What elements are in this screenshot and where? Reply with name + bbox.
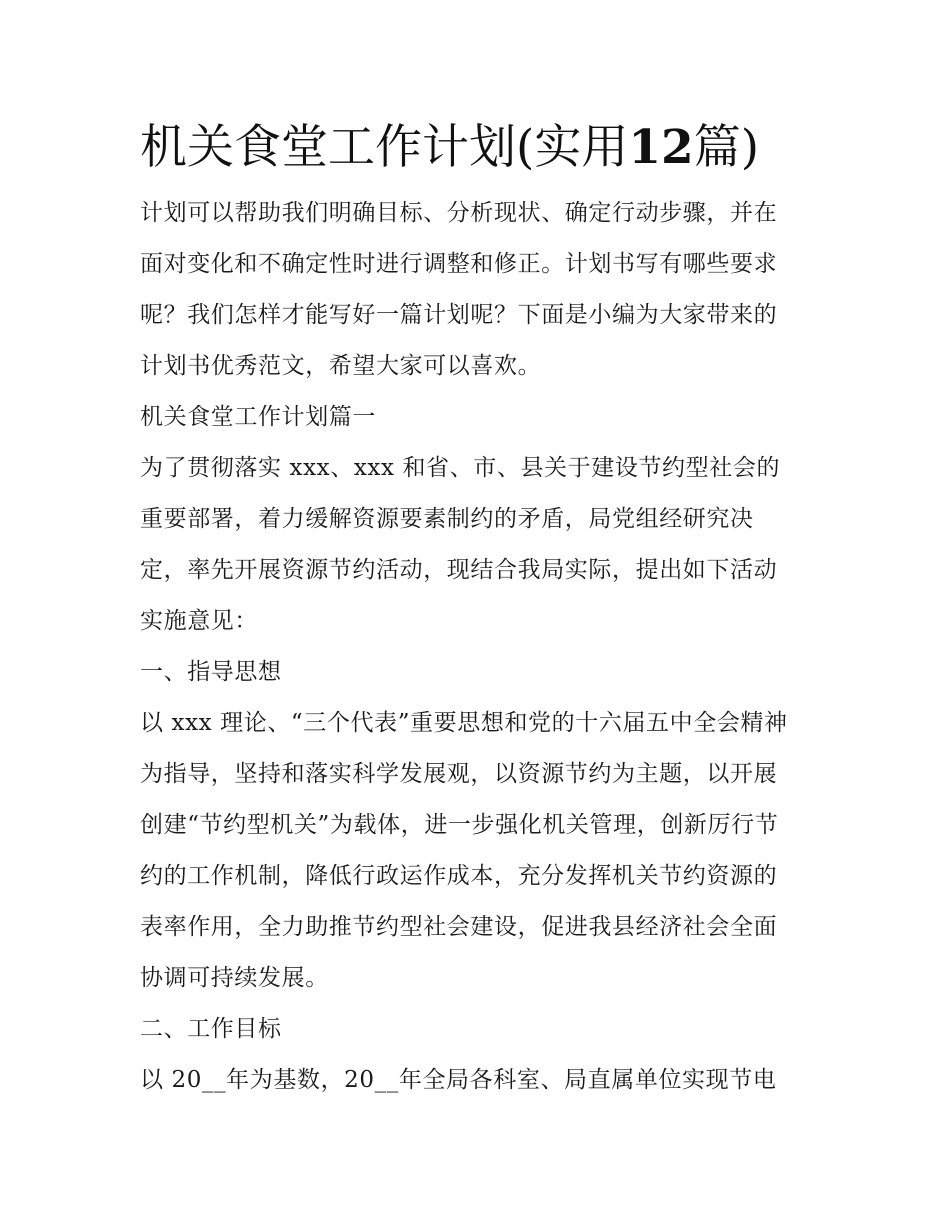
text-line: 为了贯彻落实 xxx、xxx 和省、市、县关于建设节约型社会的 — [140, 455, 781, 481]
text-line: 面对变化和不确定性时进行调整和修正。计划书写有哪些要求 — [140, 251, 778, 277]
document-title — [140, 108, 820, 188]
text-line: 计划书优秀范文，希望大家可以喜欢。 — [140, 353, 542, 379]
section-heading: 一、指导思想 — [140, 659, 282, 685]
title-number: 12 — [628, 120, 694, 175]
section-heading: 二、工作目标 — [140, 1016, 282, 1042]
text-line: 呢？我们怎样才能写好一篇计划呢？下面是小编为大家带来的 — [140, 302, 778, 328]
text-line: 计划可以帮助我们明确目标、分析现状、确定行动步骤，并在 — [140, 200, 778, 226]
text-line: 为指导，坚持和落实科学发展观，以资源节约为主题，以开展 — [140, 761, 778, 787]
document-body — [140, 188, 820, 1106]
title-suffix: 篇) — [693, 120, 760, 175]
section-heading: 机关食堂工作计划篇一 — [140, 404, 376, 430]
text-line: 定，率先开展资源节约活动，现结合我局实际，提出如下活动 — [140, 557, 778, 583]
text-line: 表率作用，全力助推节约型社会建设，促进我县经济社会全面 — [140, 914, 778, 940]
text-line: 重要部署，着力缓解资源要素制约的矛盾，局党组经研究决 — [140, 506, 754, 532]
text-line: 以 xxx 理论、“三个代表”重要思想和党的十六届五中全会精神 — [140, 710, 788, 736]
text-line: 实施意见： — [140, 608, 258, 634]
text-line: 协调可持续发展。 — [140, 965, 329, 991]
document-page — [140, 108, 820, 1106]
text-line: 以 20__年为基数，20__年全局各科室、局直属单位实现节电 — [140, 1067, 777, 1093]
text-line: 约的工作机制，降低行政运作成本，充分发挥机关节约资源的 — [140, 863, 778, 889]
text-line: 创建“节约型机关”为载体，进一步强化机关管理，创新厉行节 — [140, 812, 779, 838]
title-prefix: 机关食堂工作计划(实用 — [140, 120, 629, 175]
